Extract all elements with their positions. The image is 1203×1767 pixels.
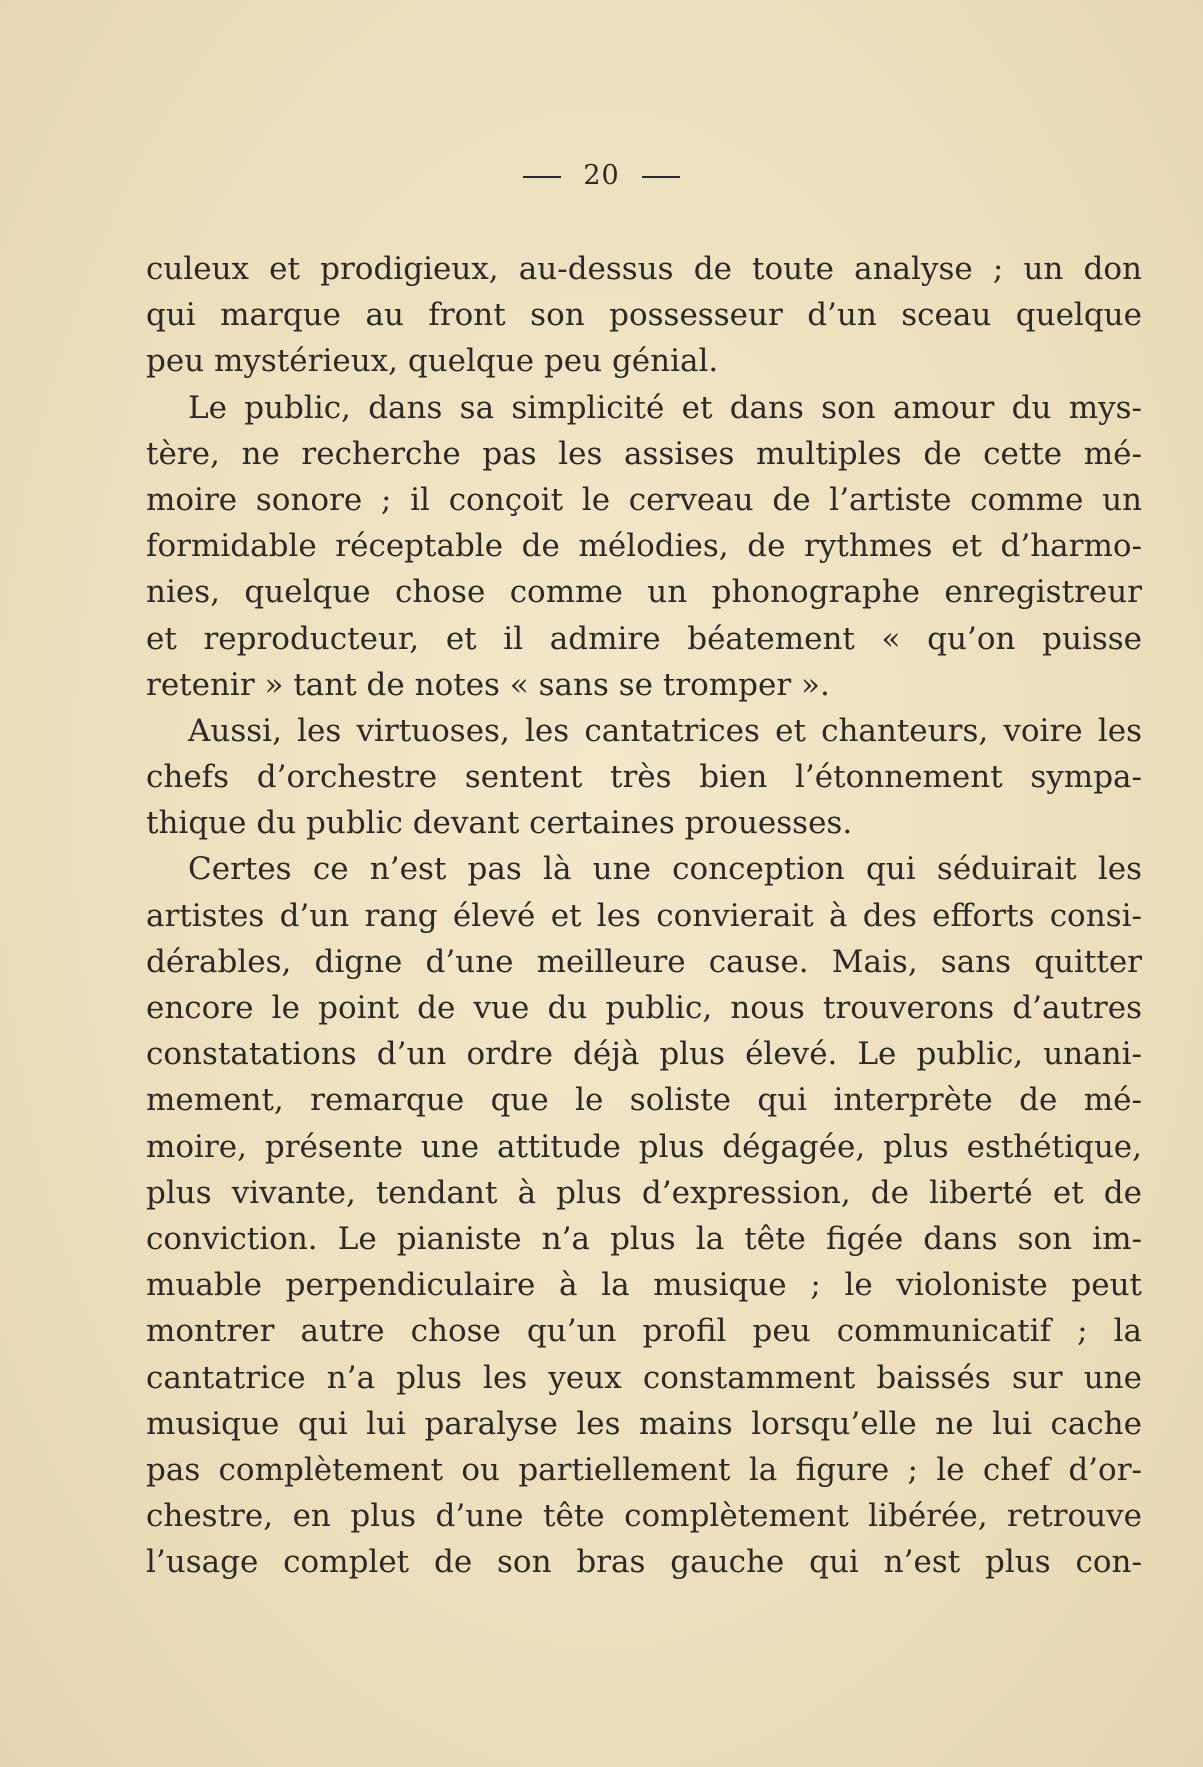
page-header (0, 160, 1203, 191)
text-line: plus vivante, tendant à plus d’expression, de liberté et de (146, 1174, 1142, 1211)
text-line: Aussi, les virtuoses, les cantatrices et chanteurs, voire les (188, 712, 1142, 749)
text-line: cantatrice n’a plus les yeux constamment baissés sur une (146, 1359, 1142, 1396)
text-line: thique du public devant certaines prouesses. (146, 805, 853, 842)
text-line: l’usage complet de son bras gauche qui n’est plus con- (146, 1544, 1142, 1581)
text-line: constatations d’un ordre déjà plus élevé. Le public, unani- (146, 1036, 1142, 1073)
page-number: 20 (583, 160, 620, 191)
text-line: chefs d’orchestre sentent très bien l’étonnement sympa- (146, 759, 1142, 796)
text-line: dérables, digne d’une meilleure cause. Mais, sans quitter (146, 943, 1142, 980)
text-line: culeux et prodigieux, au-dessus de toute analyse ; un don (146, 251, 1142, 287)
text-line: tère, ne recherche pas les assises multiples de cette mé- (146, 435, 1142, 472)
text-line: chestre, en plus d’une tête complètement libérée, retrouve (146, 1498, 1142, 1535)
text-line: montrer autre chose qu’un profil peu communicatif ; la (146, 1313, 1142, 1350)
text-line: nies, quelque chose comme un phonographe enregistreur (146, 574, 1142, 611)
text-line: qui marque au front son possesseur d’un sceau quelque (146, 297, 1142, 334)
text-line: musique qui lui paralyse les mains lorsqu’elle ne lui cache (146, 1405, 1142, 1442)
text-line: pas complètement ou partiellement la figure ; le chef d’or- (146, 1451, 1142, 1488)
text-line: artistes d’un rang élevé et les convierait à des efforts consi- (146, 897, 1142, 934)
text-line: conviction. Le pianiste n’a plus la tête figée dans son im- (146, 1220, 1142, 1257)
text-line: retenir » tant de notes « sans se tromper ». (146, 666, 830, 703)
text-line: mement, remarque que le soliste qui interprète de mé- (146, 1082, 1142, 1119)
text-line: muable perpendiculaire à la musique ; le violoniste peut (146, 1267, 1142, 1304)
body-text (146, 246, 1142, 1585)
text-line: Certes ce n’est pas là une conception qui séduirait les (188, 851, 1142, 888)
text-line: et reproducteur, et il admire béatement « qu’on puisse (146, 620, 1142, 657)
text-line: peu mystérieux, quelque peu génial. (146, 343, 719, 380)
text-line: moire, présente une attitude plus dégagée, plus esthétique, (146, 1128, 1142, 1165)
text-line: Le public, dans sa simplicité et dans son amour du mys- (188, 389, 1142, 426)
text-line: formidable réceptable de mélodies, de rythmes et d’harmo- (146, 528, 1142, 565)
header-dash-right (642, 176, 680, 178)
text-line: moire sonore ; il conçoit le cerveau de l’artiste comme un (146, 481, 1142, 518)
text-line: encore le point de vue du public, nous trouverons d’autres (146, 990, 1142, 1026)
header-dash-left (523, 176, 561, 178)
